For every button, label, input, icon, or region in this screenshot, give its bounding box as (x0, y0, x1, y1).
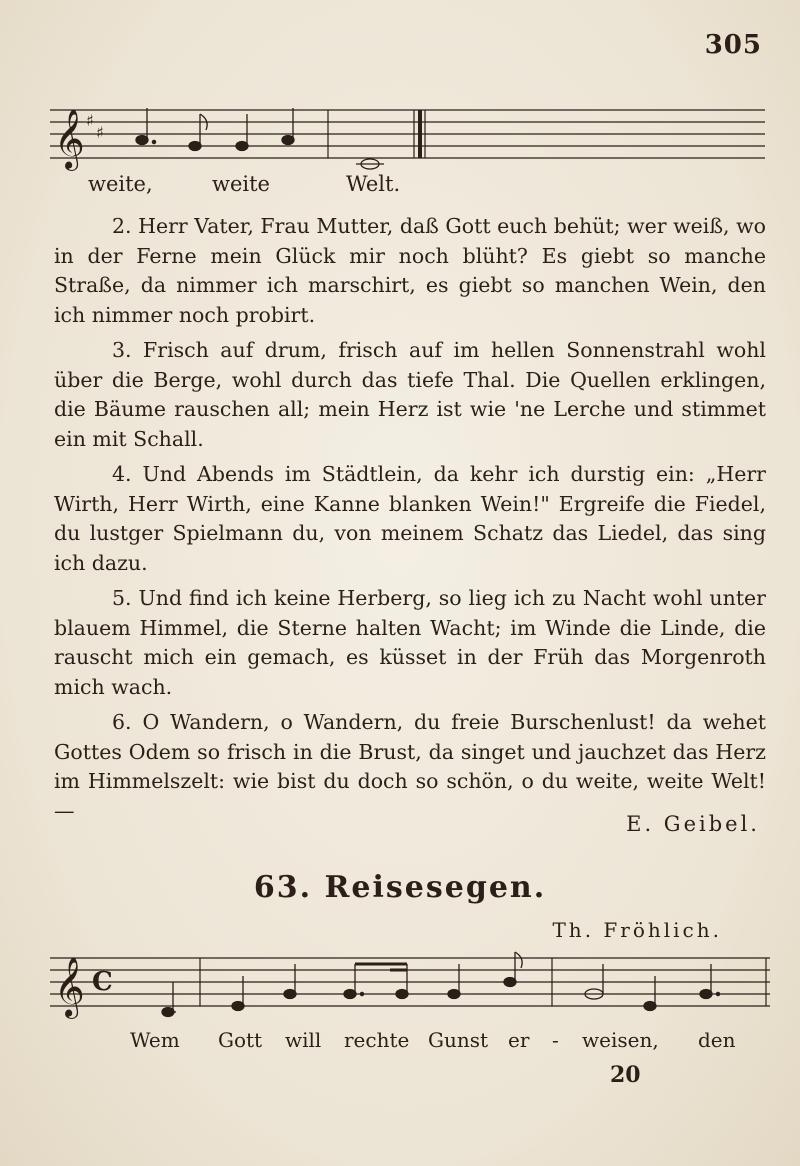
signature-number: 20 (610, 1062, 641, 1088)
lyric-word: rechte (344, 1028, 410, 1052)
verse (54, 212, 766, 330)
lyric-word: weisen, (582, 1028, 659, 1052)
lyric-word: Wem (130, 1028, 180, 1052)
song-number: 63. (253, 870, 313, 905)
svg-text:♯: ♯ (96, 123, 104, 142)
lyric-word: er (508, 1028, 530, 1052)
verse-number: 2. (112, 214, 132, 238)
verse-number: 5. (112, 586, 132, 610)
lyric-word: Gunst (428, 1028, 489, 1052)
verse-text: Frisch auf drum, frisch auf im hellen Sonnenstrahl wohl über die Berge, wohl durch das tiefe Thal. Die Quellen erklingen, die Bäume rauschen all; mein Herz ist wie 'ne Lerche und stimmet ein mit Schall. (54, 338, 766, 451)
verse-number: 3. (112, 338, 132, 362)
page-number: 305 (704, 30, 762, 60)
svg-text:C: C (92, 967, 113, 997)
lyric-word: weite (212, 172, 270, 196)
music-staff-top (50, 96, 765, 176)
lyric-word: Gott (218, 1028, 263, 1052)
svg-text:𝄞: 𝄞 (54, 109, 85, 169)
verse-number: 4. (112, 462, 132, 486)
lyric-word: den (698, 1028, 736, 1052)
song-heading (0, 870, 800, 905)
lyric-word: will (285, 1028, 322, 1052)
verses-block (54, 212, 766, 832)
verse (54, 584, 766, 702)
lyric-word: Welt. (346, 172, 401, 196)
verse (54, 708, 766, 826)
verse-text: O Wandern, o Wandern, du freie Burschenlust! da wehet Gottes Odem so frisch in die Brust, da singet und jauchzet das Herz im Himmelszelt: wie bist du doch so schön, o du weite, weite Welt! — (54, 710, 766, 823)
lyric-word: weite, (88, 172, 153, 196)
verse-author: E. Geibel. (626, 812, 760, 836)
lyric-word: - (552, 1028, 559, 1052)
music-staff-bottom (50, 944, 770, 1032)
verse (54, 336, 766, 454)
svg-text:𝄞: 𝄞 (54, 957, 85, 1017)
verse-text: Und find ich keine Herberg, so lieg ich zu Nacht wohl unter blauem Himmel, die Sterne halten Wacht; im Winde die Linde, die rauscht mich ein gemach, es küsset in der Früh das Morgenroth mich wach. (54, 586, 766, 699)
verse (54, 460, 766, 578)
verse-number: 6. (112, 710, 132, 734)
verse-text: Herr Vater, Frau Mutter, daß Gott euch behüt; wer weiß, wo in der Ferne mein Glück mir noch blüht? Es giebt so manche Straße, da nimmer ich marschirt, es giebt so manchen Wein, den ich nimmer noch probirt. (54, 214, 766, 327)
svg-text:♯: ♯ (86, 111, 94, 130)
composer: Th. Fröhlich. (552, 918, 722, 942)
verse-text: Und Abends im Städtlein, da kehr ich durstig ein: „Herr Wirth, Herr Wirth, eine Kanne blanken Wein!" Ergreife die Fiedel, du lustger Spielmann du, von meinem Schatz das Liedel, das sing ich dazu. (54, 462, 766, 575)
song-title: Reisesegen. (324, 870, 547, 905)
